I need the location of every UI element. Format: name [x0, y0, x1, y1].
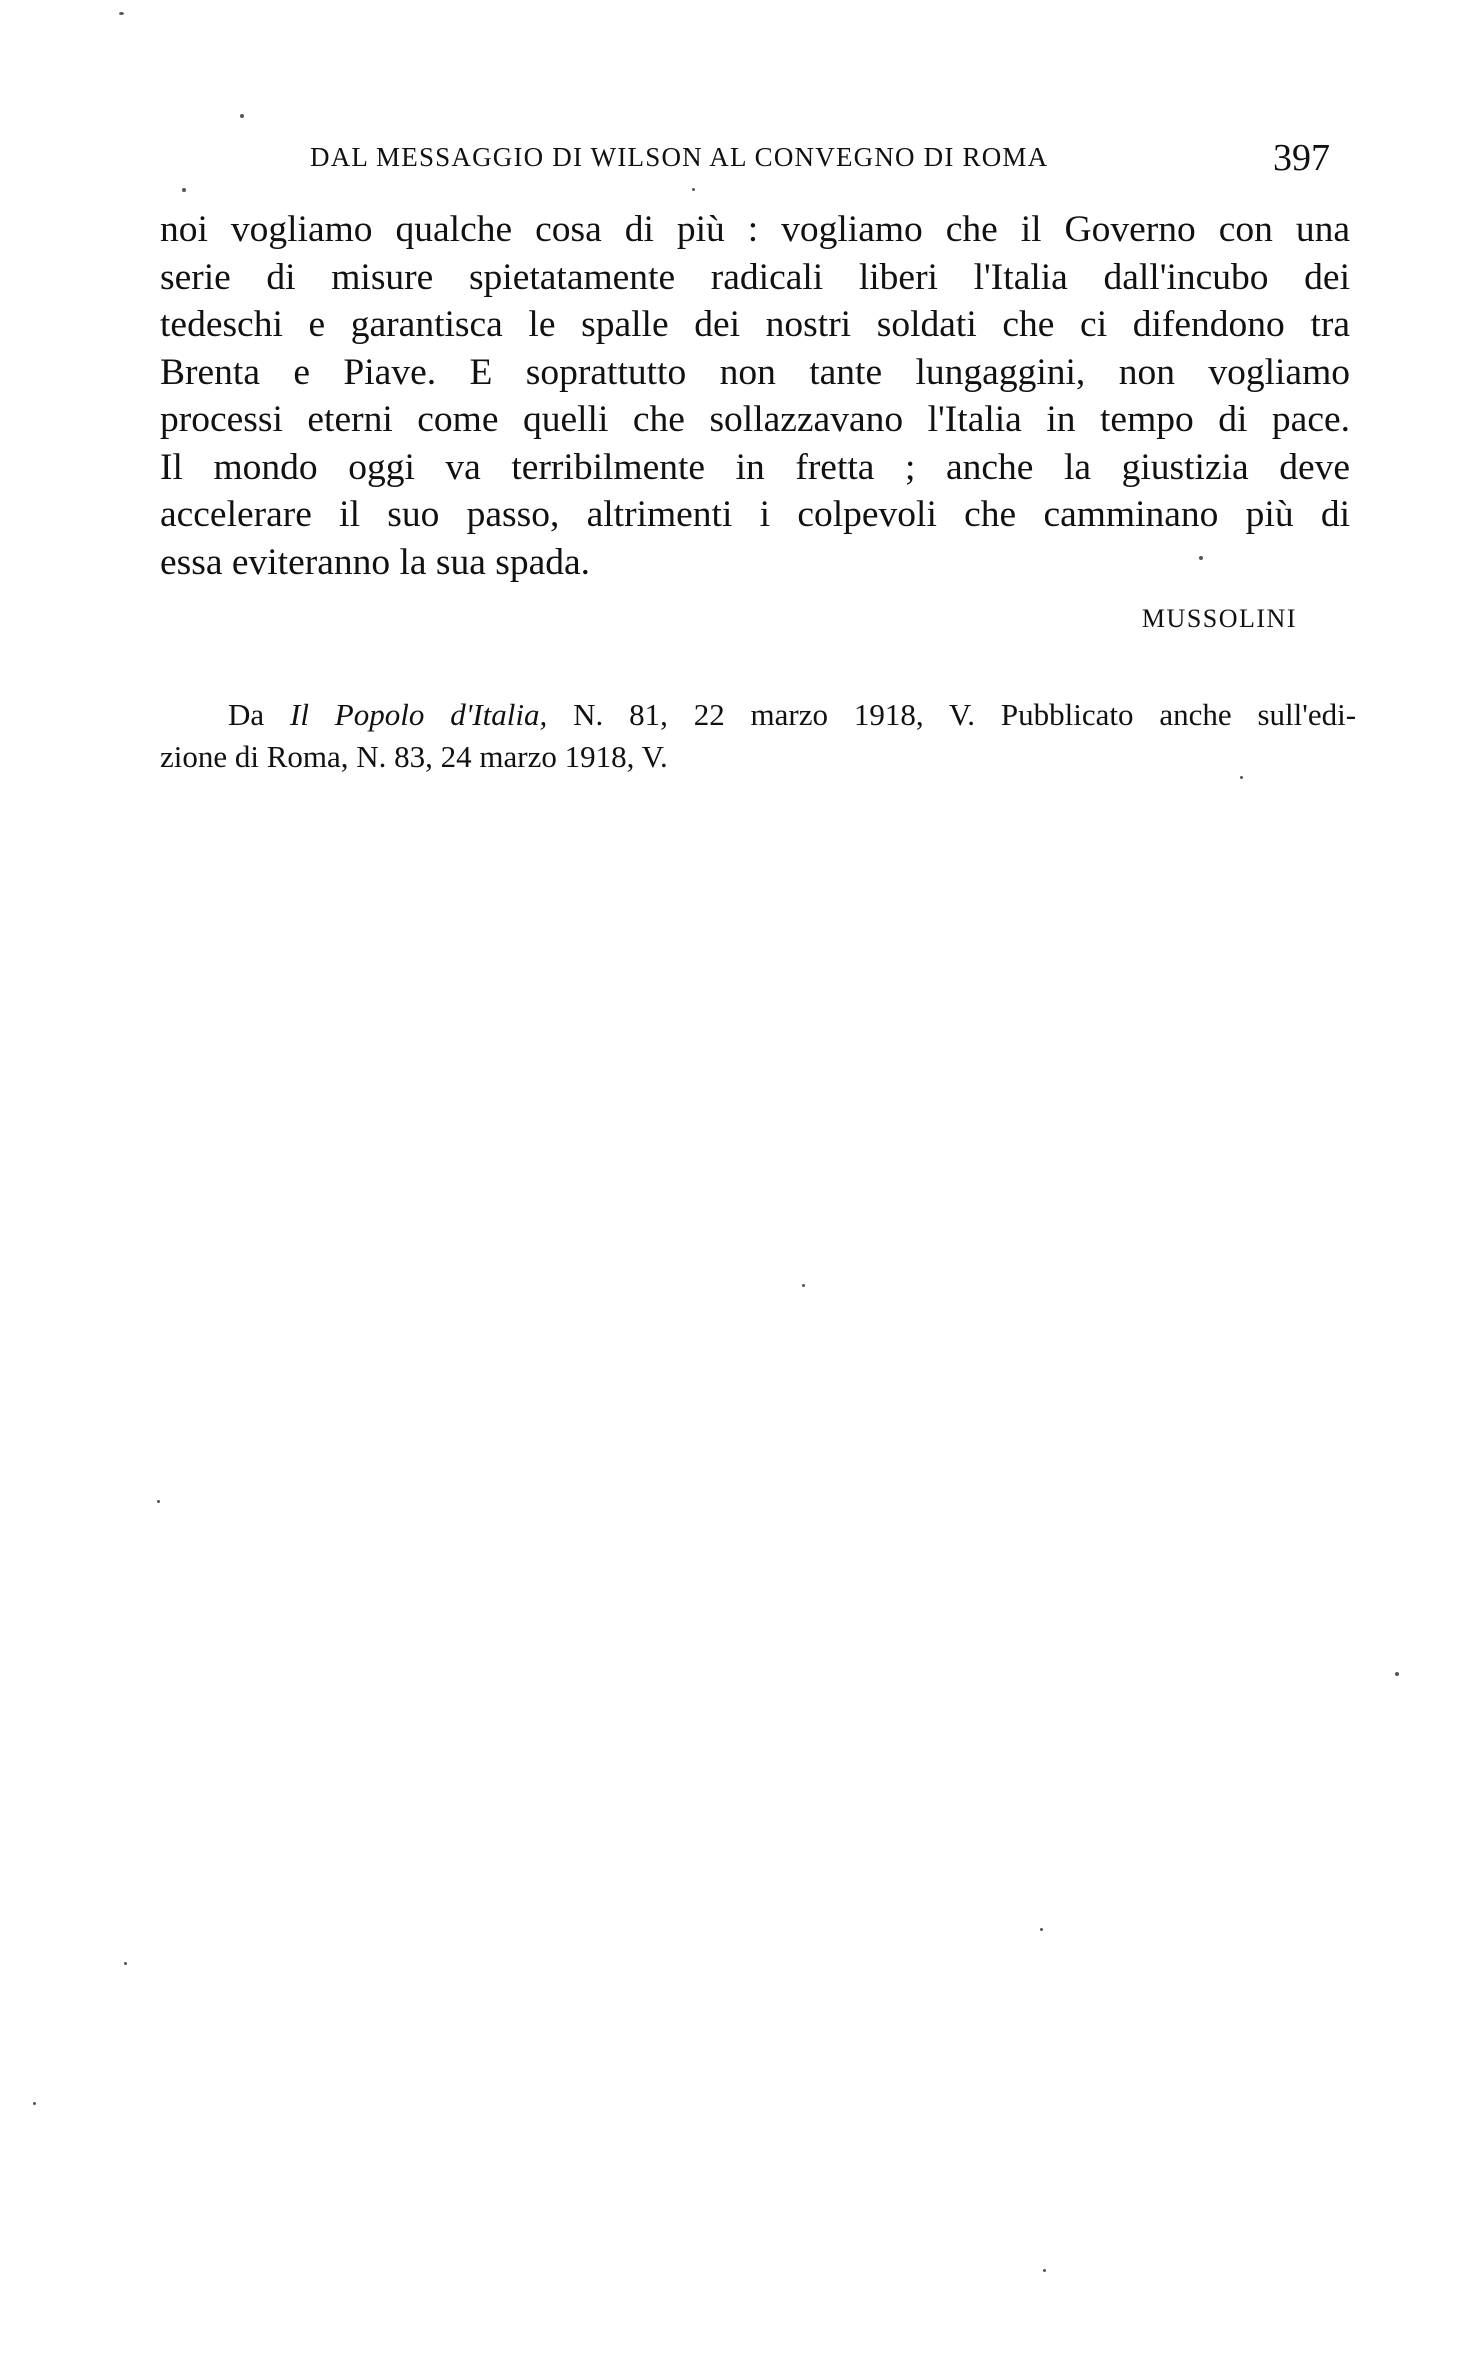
scan-speck: [802, 1284, 805, 1287]
scan-speck: [157, 1500, 160, 1503]
author-signature: MUSSOLINI: [1141, 604, 1297, 633]
body-paragraph: [160, 206, 1350, 586]
scan-speck: [240, 114, 244, 118]
body-line: noi vogliamo qualche cosa di più : vogliamo che il Governo con una: [160, 209, 1350, 250]
scan-speck: [692, 188, 695, 191]
body-line: processi eterni come quelli che sollazzavano l'Italia in tempo di pace.: [160, 399, 1350, 440]
body-line: tedeschi e garantisca le spalle dei nostri soldati che ci difendono tra: [160, 304, 1350, 345]
scan-speck: [33, 2102, 36, 2105]
scan-speck: [119, 12, 124, 15]
body-line: Il mondo oggi va terribilmente in fretta ; anche la giustizia deve: [160, 446, 1350, 488]
running-head: [310, 136, 1330, 186]
body-line: accelerare il suo passo, altrimenti i colpevoli che camminano più di: [160, 494, 1350, 535]
source-note-line: zione di Roma, N. 83, 24 marzo 1918, V.: [160, 739, 668, 774]
scan-speck: [124, 1962, 127, 1965]
scan-speck: [1040, 1928, 1043, 1931]
scan-speck: [1043, 2269, 1046, 2272]
source-prefix: Da: [228, 697, 265, 732]
source-details: N. 81, 22 marzo 1918, V. Pubblicato anche sull'edi-: [573, 697, 1357, 732]
running-title: DAL MESSAGGIO DI WILSON AL CONVEGNO DI ROMA: [310, 142, 1049, 172]
page-number: 397: [1273, 137, 1330, 179]
scan-speck: [1199, 556, 1203, 560]
source-note: [160, 694, 1356, 778]
scan-speck: [1395, 1672, 1399, 1676]
body-line: serie di misure spietatamente radicali liberi l'Italia dall'incubo dei: [160, 256, 1350, 298]
source-note-line: [160, 694, 1356, 736]
scan-speck: [1240, 776, 1243, 779]
body-line: essa eviteranno la sua spada.: [160, 541, 591, 583]
publication-title: Il Popolo d'Italia,: [290, 697, 548, 732]
body-line: Brenta e Piave. E soprattutto non tante lungaggini, non vogliamo: [160, 351, 1350, 393]
scan-speck: [182, 188, 186, 192]
